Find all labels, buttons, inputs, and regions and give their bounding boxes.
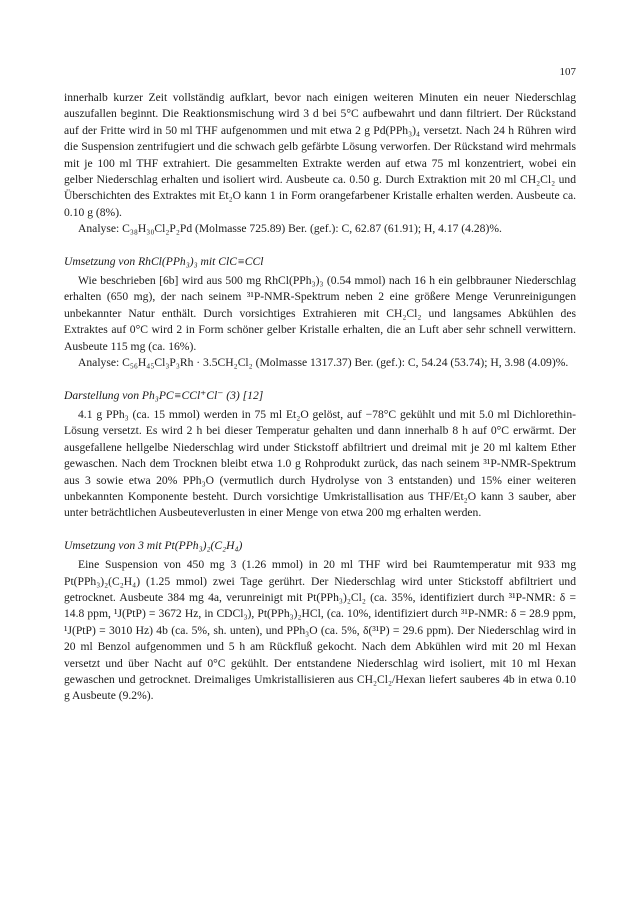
- paragraph-analysis-1: Analyse: C₃₈H₃₀Cl₂P₂Pd (Molmasse 725.89) Ber. (gef.): C, 62.87 (61.91); H, 4.17 (4.28)%.: [78, 222, 502, 236]
- paragraph-analysis-2: Analyse: C₅₆H₄₅Cl₃P₃Rh · 3.5CH₂Cl₂ (Molmasse 1317.37) Ber. (gef.): C, 54.24 (53.74); H, 3.98 (4.09)%.: [78, 356, 569, 370]
- paragraph-platinum-reaction: Eine Suspension von 450 mg 3 (1.26 mmol) in 20 ml THF wird bei Raumtemperatur mit 933 mg Pt(PPh₃)₂(C₂H₄) (1.25 mmol) zwei Tage gerührt. Der Niederschlag wird unter Stickstoff abfiltriert und getrocknet. Ausbeute 384 mg 4a, verunreinigt mit Pt(PPh₃)₂Cl₂ (ca. 35%, identifiziert durch ³¹P-NMR: δ = 14.8 ppm, ¹J(PtP) = 3672 Hz, in CDCl₃), Pt(PPh₃)₂HCl, (ca. 10%, identifiziert durch ³¹P-NMR: δ = 28.9 ppm, ¹J(PtP) = 3010 Hz) 4b (ca. 5%, sh. unten), und PPh₃O (ca. 5%, δ(³¹P) = 29.6 ppm). Der Niederschlag wird in 20 ml Benzol aufgenommen und 5 h am Rückfluß gekocht. Nach dem Abkühlen wird mit 20 ml Hexan versetzt und über Nacht auf 0°C gekühlt. Der entstandene Niederschlag wird isoliert, mit 10 ml Hexan gewaschen und getrocknet. Dreimaliges Umkristallisieren aus CH₂Cl₂/Hexan liefert sauberes 4b in etwa 0.10 g Ausbeute (9.2%).: [64, 558, 576, 703]
- paragraph-phosphonium-preparation: 4.1 g PPh₃ (ca. 15 mmol) werden in 75 ml Et₂O gelöst, auf −78°C gekühlt und mit 5.0 ml Dichlorethin-Lösung versetzt. Es wird 2 h bei dieser Temperatur gehalten und dann innerhalb 8 h auf 0°C erwärmt. Der ausgefallene hellgelbe Niederschlag wird under Stickstoff abfiltriert und dreimal mit je 20 ml kaltem Ether gewaschen. Nach dem Trocknen bleibt etwa 1.0 g Rohprodukt zurück, das nach seinem ³¹P-NMR-Spektrum aus 3 sowie etwa 20% PPh₃O (vermutlich durch Hydrolyse von 3 entstanden) und 15% einer weiteren unbekannten Komponente besteht. Durch vorsichtige Umkristallisation aus THF/Et₂O kann 3 sauber, aber unter beträchtlichen Ausbeuteverlusten in einer Menge von etwa 200 mg erhalten werden.: [64, 407, 576, 520]
- page-body: [64, 90, 576, 705]
- section-heading-platinum: Umsetzung von 3 mit Pt(PPh₃)₂(C₂H₄): [64, 538, 243, 552]
- section-heading-rhodium: Umsetzung von RhCl(PPh₃)₃ mit ClC≡CCl: [64, 254, 264, 268]
- paragraph-workup-pd: innerhalb kurzer Zeit vollständig aufklart, bevor nach einigen weiteren Minuten ein neuer Niederschlag auszufallen beginnt. Die Reaktionsmischung wird 3 d bei 5°C aufbewahrt und dann filtriert. Der Rückstand auf der Fritte wird in 50 ml THF aufgenommen und mit etwa 2 g Pd(PPh₃)₄ versetzt. Nach 24 h Rühren wird die Suspension zentrifugiert und die schwach gelb gefärbte Lösung verworfen. Der Rückstand wird mehrmals mit je 100 ml THF extrahiert. Die gesammelten Extrakte werden auf etwa 75 ml konzentriert, wobei ein gelber Niederschlag erhalten und isoliert wird. Ausbeute ca. 0.50 g. Durch Extraktion mit 20 ml CH₂Cl₂ und Überschichten des Extraktes mit Et₂O kann 1 in Form orangefarbener Kristalle erhalten werden. Ausbeute ca. 0.10 g (8%).: [64, 91, 576, 219]
- section-heading-phosphonium: Darstellung von Ph₃PC≡CCl⁺Cl⁻ (3) [12]: [64, 388, 264, 402]
- paragraph-rhodium-reaction: Wie beschrieben [6b] wird aus 500 mg RhCl(PPh₃)₃ (0.54 mmol) nach 16 h ein gelbbrauner Niederschlag erhalten (650 mg), der nach seinem ³¹P-NMR-Spektrum neben 2 eine größere Menge Verunreinigungen unbekannter Natur enthält. Durch vorsichtiges Extrahieren mit CH₂Cl₂ und langsames Abkühlen des Extraktes auf 0°C wird 2 in Form schöner gelber Kristalle erhalten, die an Luft aber sehr schnell verwittern. Ausbeute 115 mg (ca. 16%).: [64, 274, 576, 353]
- page-number: 107: [559, 66, 576, 78]
